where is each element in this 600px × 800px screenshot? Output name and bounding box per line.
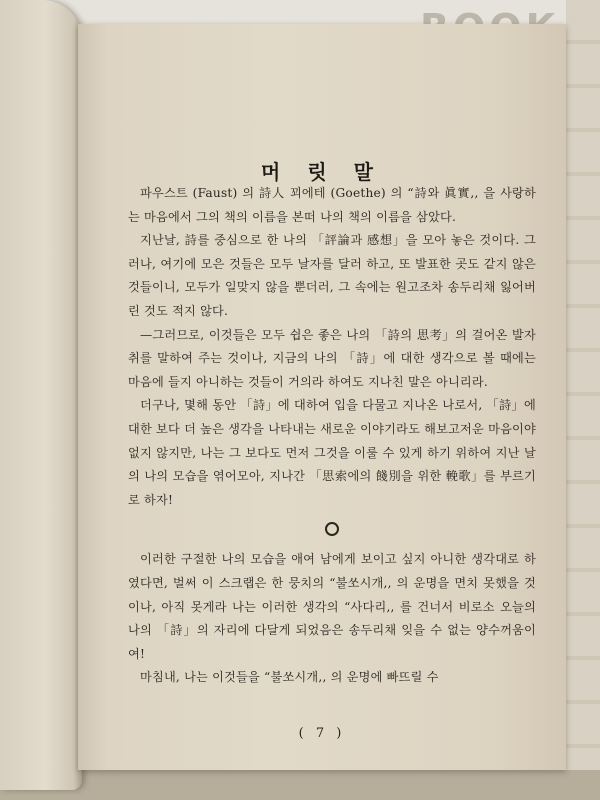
- book-page: [78, 24, 566, 770]
- paragraph-2: 지난날, 詩를 중심으로 한 나의 「評論과 感想」을 모아 놓은 것이다. 그러나, 여기에 모은 것들은 모두 날자를 달러 하고, 또 발표한 곳도 같지 않은 것들이니, 모두가 일맞지 않을 뿐더러, 그 속에는 원고조차 송두리채 잃어버린 것도 적지 않다.: [128, 233, 536, 318]
- paragraph-5: 이러한 구절한 나의 모습을 애여 남에게 보이고 싶지 아니한 생각대로 하였다면, 벌써 이 스크랩은 한 뭉치의 “불쏘시개,, 의 운명을 면치 못했을 것이나, 아직 못게라 나는 이러한 생각의 “사다리,, 를 건너서 비로소 오늘의 나의 「詩」의 자리에 다달게 되었음은 송두리채 잊을 수 없는 양수꺼움이여!: [128, 552, 536, 661]
- shelf-bottom: [0, 770, 600, 800]
- shelf-edge: [566, 0, 600, 800]
- paragraph-1: 파우스트 (Faust) 의 詩人 꾀에테 (Goethe) 의 “詩와 眞實,, 을 사랑하는 마음에서 그의 책의 이름을 본떠 나의 책의 이름을 삼았다.: [128, 186, 536, 224]
- page-number: ( 7 ): [298, 726, 346, 741]
- paragraph-4: 더구나, 몇해 동안 「詩」에 대하여 입을 다물고 지나온 나로서, 「詩」에 대한 보다 더 높은 생각을 나타내는 새로운 이야기라도 해보고저운 마음이야 없지 않지만, 나는 그 보다도 먼저 그것을 이룰 수 있게 하기 위하여 지난 날의 나의 모습을 엮어모아, 지나간 「思索에의 餞別을 위한 輓歌」를 부르기로 하자!: [128, 398, 536, 507]
- paragraph-6: 마침내, 나는 이것들을 “불쏘시개,, 의 운명에 빠뜨릴 수: [140, 670, 439, 685]
- paragraph-3: —그러므로, 이것들은 모두 쉽은 좋은 나의 「詩의 思考」의 걸어온 발자취를 말하여 주는 것이나, 지금의 나의 「詩」에 대한 생각으로 볼 때에는 마음에 들지 아니하는 것들이 거의라 하여도 지나친 말은 아니리라.: [128, 327, 536, 389]
- previous-page-edge: [0, 0, 82, 790]
- page-body: [128, 182, 536, 690]
- section-divider-circle-icon: [325, 522, 339, 536]
- page-title: 머 릿 말: [261, 160, 383, 184]
